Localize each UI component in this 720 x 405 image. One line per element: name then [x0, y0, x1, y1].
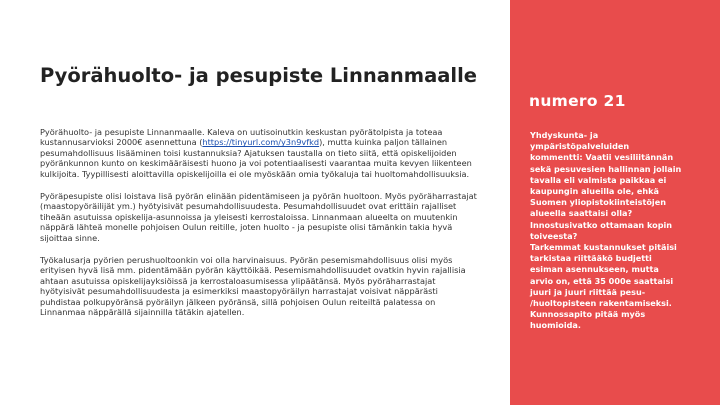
paragraph-3: Työkalusarja pyörien perushuoltoonkin voi olla harvinaisuus. Pyörän pesemismahdollisuus olisi myös erityisen hyvä lisä mm. pidentämään pyörän käyttöikää. Pesemismahdollisuudet ovatkin hyvin rajallisia ahtaan asutuissa opiskelijayksiöissä ja kerrostaloasumisessa ylipäätänsä. Myös pyöräharrastajat hyötyisivät pesumahdollisuudesta ja esimerkiksi maastopyöräilyn harrastajat voisivat näppärästi puhdistaa polkupyöränsä pyöräilyn jälkeen pyöränsä, sillä pohjoisen Oulun reiteiltä palatessa on Linnanmaa näppärällä sijainnilla tätäkin ajatellen. — [40, 255, 466, 318]
slide-title: Pyörähuolto- ja pesupiste Linnanmaalle — [40, 64, 478, 87]
body-text — [40, 127, 478, 330]
article-link[interactable]: https://tinyurl.com/y3n9vfkd — [202, 137, 320, 148]
paragraph-1 — [40, 127, 478, 179]
sidebar-heading: numero 21 — [529, 92, 626, 110]
paragraph-2: Pyöräpesupiste olisi loistava lisä pyörän elinään pidentämiseen ja pyörän huoltoon. Myös pyöräharrastajat (maastopyöräilijät ym.) hyötyisivät pesumahdollisuudesta. Pesumahdollisuudet ovat erittäin rajalliset tiheään asutuissa opiskelija-asunnoissa ja yleisesti kerrostaloissa. Linnanmaan alueelta on muutenkin näppärä lähteä monelle pohjoisen Oulun reitille, joten huolto - ja pesupiste olisi tämänkin takia hyvä sijoittaa sinne. — [40, 191, 477, 243]
sidebar-comment-text: Yhdyskunta- ja ympäristöpalveluiden kommentti: Vaatii vesiliitännän sekä pesuvesien hallinnan jollain tavalla eli valmista paikkaa ei kaupungin alueilla ole, ehkä Suomen yliopistokiinteistöjen alueella saattaisi olla? Innostusivatko ottamaan kopin toiveesta? Tarkemmat kustannukset pitäisi tarkistaa riittääkö budjetti esiman asennukseen, mutta arvio on, että 35 000e saattaisi juuri ja juuri riittää pesu- /huoltopisteen rakentamiseksi. Kunnossapito pitää myös huomioida. — [530, 130, 682, 331]
comment-sidebar — [510, 0, 720, 405]
paragraph-1-text-end: ), mutta kuinka paljon tällainen pesumahdollisuus lisääminen toisi kustannuksia? Ajatuksen taustalla on tieto siitä, että opiskelijoiden pyöränkunnon kunto on keskimääräisesti huono ja voi potentiaalisesti vaarantaa muita kevyen liikenteen kulkijoita. Tyypillisesti aloittavilla opiskelijoilla ei ole myöskään omia työkaluja tai huoltomahdollisuuksia. — [40, 137, 472, 179]
paragraph-1-text-start: Pyörähuolto- ja pesupiste Linnanmaalle. Kaleva on uutisoinutkin keskustan pyörätolpista ja toteaa kustannusarvioksi 2000€ asennettuna ( — [40, 127, 443, 148]
